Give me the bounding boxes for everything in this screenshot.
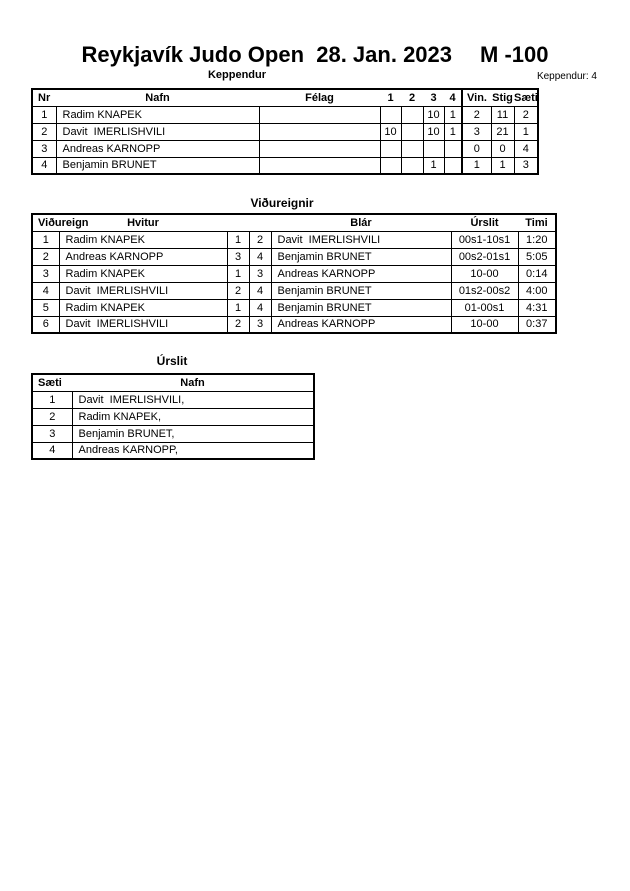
score-r3: 10 (423, 123, 444, 140)
score-r2 (401, 123, 423, 140)
white-player-name: Radim KNAPEK (59, 299, 227, 316)
results-table (31, 373, 315, 460)
tournament-title: Reykjavík Judo Open 28. Jan. 2023 (81, 42, 453, 67)
competitor-nr: 1 (32, 106, 56, 123)
competitor-club (259, 106, 380, 123)
table-row (32, 299, 556, 316)
white-player-name: Davit IMERLISHVILI (59, 282, 227, 299)
section-title-vidureignir: Viðureignir (250, 196, 314, 210)
table-row (32, 157, 538, 174)
result-place: 3 (32, 425, 72, 442)
col-header-urslit: Úrslit (451, 214, 518, 231)
results-header-row (32, 374, 314, 391)
match-time: 0:14 (518, 265, 556, 282)
section-title-keppendur: Keppendur (207, 69, 267, 81)
col-header-saeti: Sæti (32, 374, 72, 391)
result-name: Radim KNAPEK, (72, 408, 314, 425)
col-header-felag: Félag (259, 89, 380, 106)
blue-player-name: Benjamin BRUNET (271, 282, 451, 299)
competitors-table (31, 88, 539, 175)
blue-player-name: Benjamin BRUNET (271, 299, 451, 316)
matches-header-row (32, 214, 556, 231)
blue-player-name: Andreas KARNOPP (271, 316, 451, 333)
match-result: 01-00s1 (451, 299, 518, 316)
table-row (32, 442, 314, 459)
place: 1 (514, 123, 538, 140)
wins: 1 (462, 157, 491, 174)
competitor-nr: 2 (32, 123, 56, 140)
match-nr: 5 (32, 299, 59, 316)
score-r3: 10 (423, 106, 444, 123)
points: 0 (491, 140, 514, 157)
score-r3 (423, 140, 444, 157)
table-row (32, 123, 538, 140)
score-r4 (444, 157, 462, 174)
col-header-nr: Nr (32, 89, 56, 106)
competitor-club (259, 157, 380, 174)
table-row (32, 140, 538, 157)
weight-class-title: M -100 (480, 42, 549, 67)
score-r4: 1 (444, 106, 462, 123)
match-result: 00s1-10s1 (451, 231, 518, 248)
result-place: 2 (32, 408, 72, 425)
white-player-name: Radim KNAPEK (59, 265, 227, 282)
wins: 0 (462, 140, 491, 157)
wins: 3 (462, 123, 491, 140)
table-row (32, 248, 556, 265)
white-player-nr: 1 (227, 299, 249, 316)
table-row (32, 282, 556, 299)
table-row (32, 231, 556, 248)
place: 4 (514, 140, 538, 157)
section-title-urslit: Úrslit (156, 354, 188, 368)
match-nr: 6 (32, 316, 59, 333)
competitor-name: Benjamin BRUNET (56, 157, 259, 174)
score-r1 (380, 106, 401, 123)
table-row (32, 408, 314, 425)
white-player-nr: 1 (227, 231, 249, 248)
col-header-round-3: 3 (423, 89, 444, 106)
match-result: 01s2-00s2 (451, 282, 518, 299)
result-place: 4 (32, 442, 72, 459)
score-r1 (380, 140, 401, 157)
points: 11 (491, 106, 514, 123)
col-header-hvitur: Hvitur (59, 214, 227, 231)
points: 1 (491, 157, 514, 174)
result-name: Andreas KARNOPP, (72, 442, 314, 459)
col-header-timi: Timi (518, 214, 556, 231)
competitor-nr: 3 (32, 140, 56, 157)
match-nr: 2 (32, 248, 59, 265)
table-row (32, 106, 538, 123)
white-player-nr: 2 (227, 282, 249, 299)
competitors-header-row (32, 89, 538, 106)
competitor-name: Andreas KARNOPP (56, 140, 259, 157)
col-header-round-2: 2 (401, 89, 423, 106)
competitor-name: Davit IMERLISHVILI (56, 123, 259, 140)
table-row (32, 391, 314, 408)
result-name: Benjamin BRUNET, (72, 425, 314, 442)
col-header-nafn: Nafn (56, 89, 259, 106)
blue-player-nr: 3 (249, 265, 271, 282)
competitor-name: Radim KNAPEK (56, 106, 259, 123)
match-time: 0:37 (518, 316, 556, 333)
score-r4: 1 (444, 123, 462, 140)
col-header-numbers (227, 214, 271, 231)
blue-player-nr: 4 (249, 299, 271, 316)
match-time: 4:00 (518, 282, 556, 299)
match-result: 10-00 (451, 265, 518, 282)
col-header-round-1: 1 (380, 89, 401, 106)
match-nr: 4 (32, 282, 59, 299)
blue-player-name: Benjamin BRUNET (271, 248, 451, 265)
score-r4 (444, 140, 462, 157)
place: 2 (514, 106, 538, 123)
col-header-round-4: 4 (444, 89, 462, 106)
white-player-nr: 1 (227, 265, 249, 282)
match-time: 1:20 (518, 231, 556, 248)
col-header-vidureign: Viðureign (32, 214, 59, 231)
score-r2 (401, 106, 423, 123)
competitor-club (259, 123, 380, 140)
score-r2 (401, 140, 423, 157)
competitor-nr: 4 (32, 157, 56, 174)
col-header-blar: Blár (271, 214, 451, 231)
match-nr: 3 (32, 265, 59, 282)
col-header-saeti: Sæti (514, 89, 538, 106)
col-header-vin: Vin. (462, 89, 491, 106)
table-row (32, 425, 314, 442)
competitors-count: Keppendur: 4 (536, 71, 597, 82)
table-row (32, 265, 556, 282)
match-result: 00s2-01s1 (451, 248, 518, 265)
blue-player-nr: 2 (249, 231, 271, 248)
score-r2 (401, 157, 423, 174)
page-header (0, 42, 630, 68)
match-time: 5:05 (518, 248, 556, 265)
match-time: 4:31 (518, 299, 556, 316)
blue-player-name: Davit IMERLISHVILI (271, 231, 451, 248)
col-header-nafn: Nafn (72, 374, 314, 391)
result-place: 1 (32, 391, 72, 408)
blue-player-name: Andreas KARNOPP (271, 265, 451, 282)
result-name: Davit IMERLISHVILI, (72, 391, 314, 408)
matches-table (31, 213, 557, 334)
wins: 2 (462, 106, 491, 123)
white-player-name: Andreas KARNOPP (59, 248, 227, 265)
score-r1 (380, 157, 401, 174)
points: 21 (491, 123, 514, 140)
white-player-nr: 3 (227, 248, 249, 265)
col-header-stig: Stig (491, 89, 514, 106)
match-result: 10-00 (451, 316, 518, 333)
score-r3: 1 (423, 157, 444, 174)
blue-player-nr: 4 (249, 282, 271, 299)
score-r1: 10 (380, 123, 401, 140)
table-row (32, 316, 556, 333)
white-player-name: Davit IMERLISHVILI (59, 316, 227, 333)
blue-player-nr: 3 (249, 316, 271, 333)
white-player-nr: 2 (227, 316, 249, 333)
blue-player-nr: 4 (249, 248, 271, 265)
competitor-club (259, 140, 380, 157)
match-nr: 1 (32, 231, 59, 248)
place: 3 (514, 157, 538, 174)
white-player-name: Radim KNAPEK (59, 231, 227, 248)
